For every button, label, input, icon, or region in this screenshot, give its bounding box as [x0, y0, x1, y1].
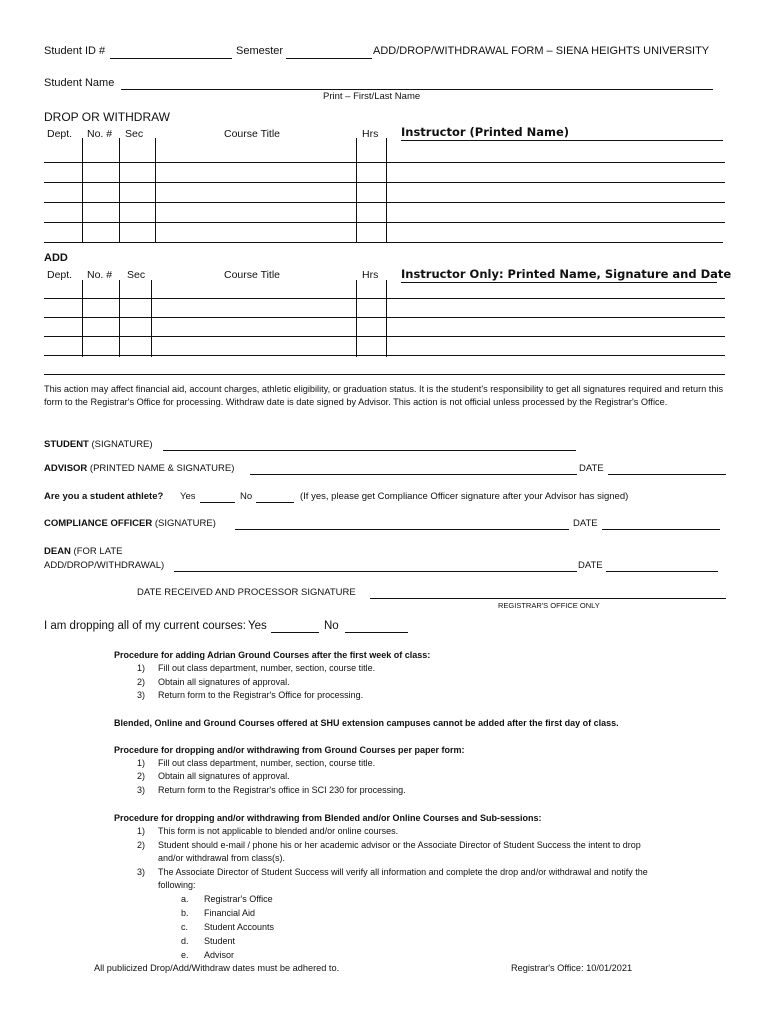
step-text: Fill out class department, number, section, course title.	[158, 758, 376, 768]
step-number: 1)	[137, 826, 146, 836]
notice-text: This action may affect financial aid, account charges, athletic eligibility, or graduation status. It is the student's responsibility to get all signatures required and return this form to the Registrar's Office for processing. Withdraw date is date signed by Advisor. This action is not official unless processed by the Registrar's Office.	[44, 384, 724, 407]
col-sec: Sec	[127, 269, 146, 281]
student-name-label: Student Name	[44, 77, 115, 89]
column-divider	[119, 280, 120, 357]
step-text: Return form to the Registrar's Office for processing.	[158, 690, 364, 700]
student-id-label: Student ID #	[44, 45, 106, 57]
step-number: 3)	[137, 867, 146, 877]
step-text: Student should e-mail / phone his or her academic advisor or the Associate Director of Student Success the intent to drop	[158, 840, 641, 850]
step-number: 2)	[137, 840, 146, 850]
column-divider	[386, 138, 387, 242]
step-number: 2)	[137, 771, 146, 781]
col-instructor: Instructor (Printed Name)	[401, 125, 569, 139]
footer-revision: Registrar's Office: 10/01/2021	[511, 963, 633, 973]
compliance-signature-field[interactable]	[235, 529, 569, 530]
dropping-all-question: I am dropping all of my current courses:	[44, 620, 246, 632]
instructor-underline	[401, 140, 723, 141]
column-divider	[82, 280, 83, 357]
table-row[interactable]	[44, 336, 725, 337]
table-row[interactable]	[44, 242, 723, 243]
received-signature-field[interactable]	[370, 598, 726, 599]
col-sec: Sec	[125, 128, 144, 140]
print-hint: Print – First/Last Name	[323, 91, 421, 102]
table-row[interactable]	[44, 317, 725, 318]
athlete-no-label: No	[240, 491, 253, 502]
advisor-signature-label: ADVISOR (PRINTED NAME & SIGNATURE)	[44, 463, 235, 474]
table-row[interactable]	[44, 202, 725, 203]
form-title: ADD/DROP/WITHDRAWAL FORM – SIENA HEIGHTS UNIVERSITY	[373, 45, 710, 57]
step-number: 3)	[137, 785, 146, 795]
procedure-heading: Procedure for dropping and/or withdrawing from Blended and/or Online Courses and Sub-sessions:	[114, 813, 542, 823]
athlete-yes-label: Yes	[180, 491, 196, 502]
notify-letter: a.	[181, 894, 189, 904]
notify-item: Financial Aid	[204, 908, 256, 918]
step-text: Obtain all signatures of approval.	[158, 771, 290, 781]
advisor-date-field[interactable]	[608, 474, 726, 475]
compliance-date-field[interactable]	[602, 529, 720, 530]
step-text: This form is not applicable to blended and/or online courses.	[158, 826, 399, 836]
step-text-cont: and/or withdrawal from class(s).	[158, 853, 286, 863]
drop-section-title: DROP OR WITHDRAW	[44, 110, 170, 124]
dropping-all-no-label: No	[324, 620, 339, 632]
step-text-cont: following:	[158, 880, 196, 890]
column-divider	[386, 280, 387, 357]
col-number: No. #	[87, 269, 113, 281]
dropping-all-yes-field[interactable]	[271, 632, 319, 633]
step-number: 1)	[137, 663, 146, 673]
col-instructor: Instructor Only: Printed Name, Signature and Date	[401, 267, 732, 281]
notify-item: Student Accounts	[204, 922, 275, 932]
compliance-date-label: DATE	[573, 518, 598, 529]
col-hrs: Hrs	[362, 128, 379, 140]
step-text: Obtain all signatures of approval.	[158, 677, 290, 687]
dean-signature-label-cont: ADD/DROP/WITHDRAWAL)	[44, 560, 165, 571]
col-course-title: Course Title	[224, 269, 281, 281]
step-number: 1)	[137, 758, 146, 768]
step-number: 3)	[137, 690, 146, 700]
student-signature-field[interactable]	[163, 450, 576, 451]
registrar-only-note: REGISTRAR'S OFFICE ONLY	[498, 601, 600, 610]
step-number: 2)	[137, 677, 146, 687]
athlete-question: Are you a student athlete?	[44, 491, 164, 502]
dean-signature-field[interactable]	[174, 571, 577, 572]
table-row[interactable]	[44, 298, 725, 299]
student-signature-label: STUDENT (SIGNATURE)	[44, 439, 153, 450]
received-label: DATE RECEIVED AND PROCESSOR SIGNATURE	[137, 587, 356, 598]
notify-item: Student	[204, 936, 236, 946]
notify-letter: d.	[181, 936, 189, 946]
notify-item: Registrar's Office	[204, 894, 273, 904]
dean-signature-label: DEAN (FOR LATE	[44, 546, 123, 557]
notify-letter: b.	[181, 908, 189, 918]
advisor-signature-field[interactable]	[250, 474, 577, 475]
notify-letter: c.	[181, 922, 189, 932]
student-name-field[interactable]	[121, 89, 713, 90]
notify-item: Advisor	[204, 950, 235, 960]
add-section-title: ADD	[44, 252, 68, 264]
step-text: The Associate Director of Student Success will verify all information and complete the drop and/or withdrawal and notify the	[158, 867, 648, 877]
athlete-note: (If yes, please get Compliance Officer signature after your Advisor has signed)	[300, 491, 629, 502]
step-text: Return form to the Registrar's office in SCI 230 for processing.	[158, 785, 406, 795]
col-course-title: Course Title	[224, 128, 281, 140]
col-number: No. #	[87, 128, 113, 140]
column-divider	[82, 138, 83, 242]
dean-date-label: DATE	[578, 560, 603, 571]
compliance-signature-label: COMPLIANCE OFFICER (SIGNATURE)	[44, 518, 216, 529]
col-dept: Dept.	[47, 269, 73, 281]
column-divider	[356, 280, 357, 357]
dean-date-field[interactable]	[606, 571, 718, 572]
athlete-no-field[interactable]	[256, 502, 294, 503]
dropping-all-no-field[interactable]	[345, 632, 408, 633]
column-divider	[356, 138, 357, 242]
col-hrs: Hrs	[362, 269, 379, 281]
notify-letter: e.	[181, 950, 189, 960]
semester-label: Semester	[236, 45, 284, 57]
table-row[interactable]	[44, 355, 725, 356]
athlete-yes-field[interactable]	[200, 502, 235, 503]
table-row[interactable]	[44, 162, 725, 163]
blended-note: Blended, Online and Ground Courses offered at SHU extension campuses cannot be added after the first day of class.	[114, 718, 619, 728]
student-id-field[interactable]	[110, 58, 232, 59]
semester-field[interactable]	[286, 58, 372, 59]
col-dept: Dept.	[47, 128, 73, 140]
table-row[interactable]	[44, 182, 725, 183]
footer-note: All publicized Drop/Add/Withdraw dates must be adhered to.	[94, 963, 340, 973]
column-divider	[155, 138, 156, 242]
table-row[interactable]	[44, 222, 725, 223]
advisor-date-label: DATE	[579, 463, 604, 474]
dropping-all-yes-label: Yes	[248, 620, 267, 632]
instructor-underline	[401, 282, 717, 283]
table-row[interactable]	[44, 374, 725, 375]
procedure-heading: Procedure for adding Adrian Ground Courses after the first week of class:	[114, 650, 431, 660]
column-divider	[151, 280, 152, 357]
procedure-heading: Procedure for dropping and/or withdrawing from Ground Courses per paper form:	[114, 745, 465, 755]
column-divider	[119, 138, 120, 242]
step-text: Fill out class department, number, section, course title.	[158, 663, 376, 673]
